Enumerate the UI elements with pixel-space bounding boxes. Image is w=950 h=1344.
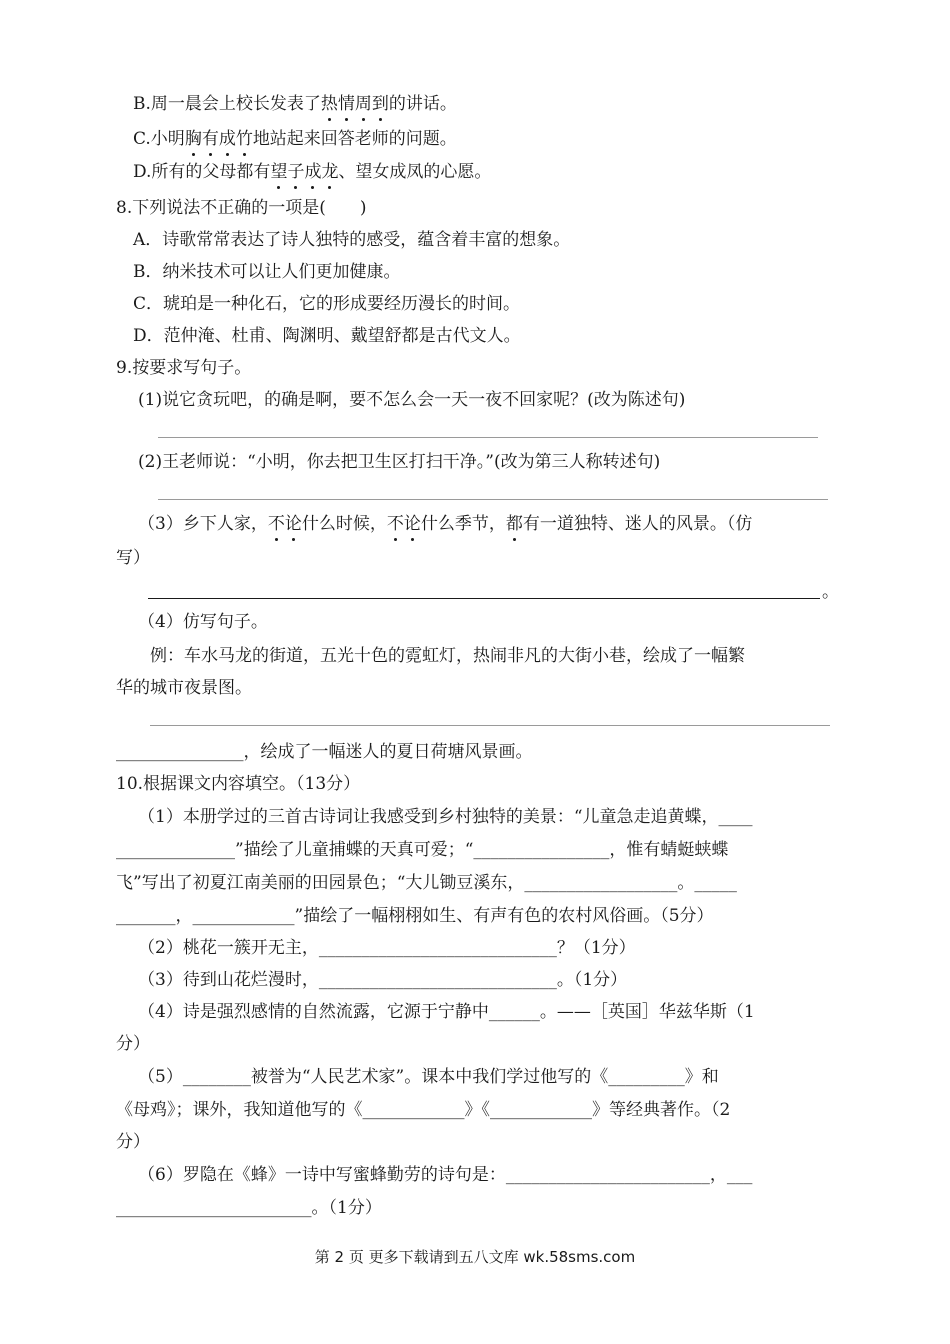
q9-part4: （4）仿写句子。 — [138, 612, 268, 632]
q9-part3-dotted-3 — [506, 514, 523, 534]
q9-part1-answer-line[interactable] — [158, 437, 818, 438]
q7-option-b-idiom — [321, 94, 389, 114]
q9-part3-dotted-1 — [268, 514, 302, 534]
q7-option-d-tail: 、望女成凤的心愿。 — [338, 162, 492, 182]
q8-option-c: C．琥珀是一种化石，它的形成要经历漫长的时间。 — [133, 294, 521, 314]
emphasis-dot-char: 情 — [337, 94, 355, 114]
q9-part4-example-line2: 华的城市夜景图。 — [116, 678, 252, 698]
q10-part5-line2: 《母鸡》；课外，我知道他写的《____________》《____________》等经典著作。（2 — [116, 1100, 731, 1120]
emphasis-dot-char: 不 — [386, 514, 404, 534]
q8-option-d: D．范仲淹、杜甫、陶渊明、戴望舒都是古代文人。 — [133, 326, 521, 346]
emphasis-dot-char: 周 — [354, 94, 372, 114]
emphasis-dot-char: 都 — [505, 514, 523, 534]
q9-part4-answer: _______________，绘成了一幅迷人的夏日荷塘风景画。 — [116, 742, 533, 762]
q7-option-b-tail: 的讲话。 — [388, 94, 457, 114]
page-footer: 第 2 页 更多下载请到五八文库 wk.58sms.com — [314, 1248, 636, 1266]
emphasis-dot-char: 论 — [403, 514, 421, 534]
q10-part6-line2: _______________________。（1分） — [116, 1198, 382, 1218]
q10-part2: （2）桃花一簇开无主，____________________________？（1分） — [138, 938, 636, 958]
emphasis-dot-char: 子 — [287, 162, 305, 182]
q9-part3-line2: 写） — [116, 548, 150, 568]
emphasis-dot-char: 有 — [201, 129, 219, 149]
q8-option-b: B．纳米技术可以让人们更加健康。 — [133, 262, 401, 282]
q7-option-c-idiom — [185, 129, 253, 149]
q9-part4-answer-line[interactable] — [150, 725, 830, 726]
emphasis-dot-char: 望 — [270, 162, 288, 182]
q10-part1-line2: ______________”描绘了儿童捕蝶的天真可爱；“________________，惟有蜻蜓蛱蝶 — [116, 840, 729, 860]
q9-part2-answer-line[interactable] — [158, 499, 828, 500]
q9-part3-answer-line[interactable] — [148, 598, 820, 599]
q9-part3-text: （3）乡下人家， — [138, 514, 268, 534]
q8-stem: 8.下列说法不正确的一项是( ) — [116, 198, 367, 218]
q9-part3-period: 。 — [822, 582, 839, 602]
q10-part1-line4: _______，____________”描绘了一幅栩栩如生、有声有色的农村风俗画。（5分） — [116, 906, 714, 926]
q10-part5-line3: 分） — [116, 1132, 150, 1152]
q9-part2: (2)王老师说：“小明，你去把卫生区打扫干净。”(改为第三人称转述句) — [138, 452, 661, 472]
q10-part5-line1: （5）________被誉为“人民艺术家”。课本中我们学过他写的《_________》和 — [138, 1067, 719, 1087]
q9-part3-text: 什么季节， — [420, 514, 506, 534]
q10-stem: 10.根据课文内容填空。（13分） — [116, 774, 361, 794]
q10-part4-line2: 分） — [116, 1034, 150, 1054]
emphasis-dot-char: 不 — [267, 514, 285, 534]
q9-part3-text: 什么时候， — [301, 514, 387, 534]
emphasis-dot-char: 成 — [218, 129, 236, 149]
emphasis-dot-char: 龙 — [321, 162, 339, 182]
q10-part1-line1: （1）本册学过的三首古诗词让我感受到乡村独特的美景：“儿童急走追黄蝶，____ — [138, 807, 753, 827]
q10-part4-line1: （4）诗是强烈感情的自然流露，它源于宁静中______。——［英国］华兹华斯（1 — [138, 1002, 755, 1022]
q9-part3-text: 有一道独特、迷人的风景。（仿 — [522, 514, 753, 534]
q7-option-d-text: D.所有的父母都有 — [133, 162, 271, 182]
emphasis-dot-char: 竹 — [235, 129, 253, 149]
q10-part1-line3: 飞”写出了初夏江南美丽的田园景色；“大儿锄豆溪东，__________________。_____ — [116, 873, 737, 893]
q9-part4-example-line1: 例：车水马龙的街道，五光十色的霓虹灯，热闹非凡的大街小巷，绘成了一幅繁 — [150, 646, 745, 666]
q9-part3-dotted-2 — [387, 514, 421, 534]
emphasis-dot-char: 到 — [371, 94, 389, 114]
q9-part3 — [138, 512, 752, 536]
emphasis-dot-char: 胸 — [184, 129, 202, 149]
q7-option-c-tail: 地站起来回答老师的问题。 — [252, 129, 457, 149]
q9-part1: (1)说它贪玩吧，的确是啊，要不怎么会一天一夜不回家呢？(改为陈述句) — [138, 390, 686, 410]
q8-option-a: A．诗歌常常表达了诗人独特的感受，蕴含着丰富的想象。 — [133, 230, 571, 250]
q7-option-c-text: C.小明 — [133, 129, 185, 149]
emphasis-dot-char: 热 — [320, 94, 338, 114]
emphasis-dot-char: 论 — [284, 514, 302, 534]
q10-part6-line1: （6）罗隐在《蜂》一诗中写蜜蜂勤劳的诗句是：________________________，___ — [138, 1165, 753, 1185]
q7-option-d — [133, 160, 491, 184]
emphasis-dot-char: 成 — [304, 162, 322, 182]
q10-part3: （3）待到山花烂漫时，____________________________。（1分） — [138, 970, 628, 990]
q9-stem: 9.按要求写句子。 — [116, 358, 252, 378]
q7-option-b — [133, 92, 457, 116]
q7-option-d-idiom — [270, 162, 338, 182]
q7-option-c — [133, 127, 457, 151]
q7-option-b-text: B.周一晨会上校长发表了 — [133, 94, 321, 114]
